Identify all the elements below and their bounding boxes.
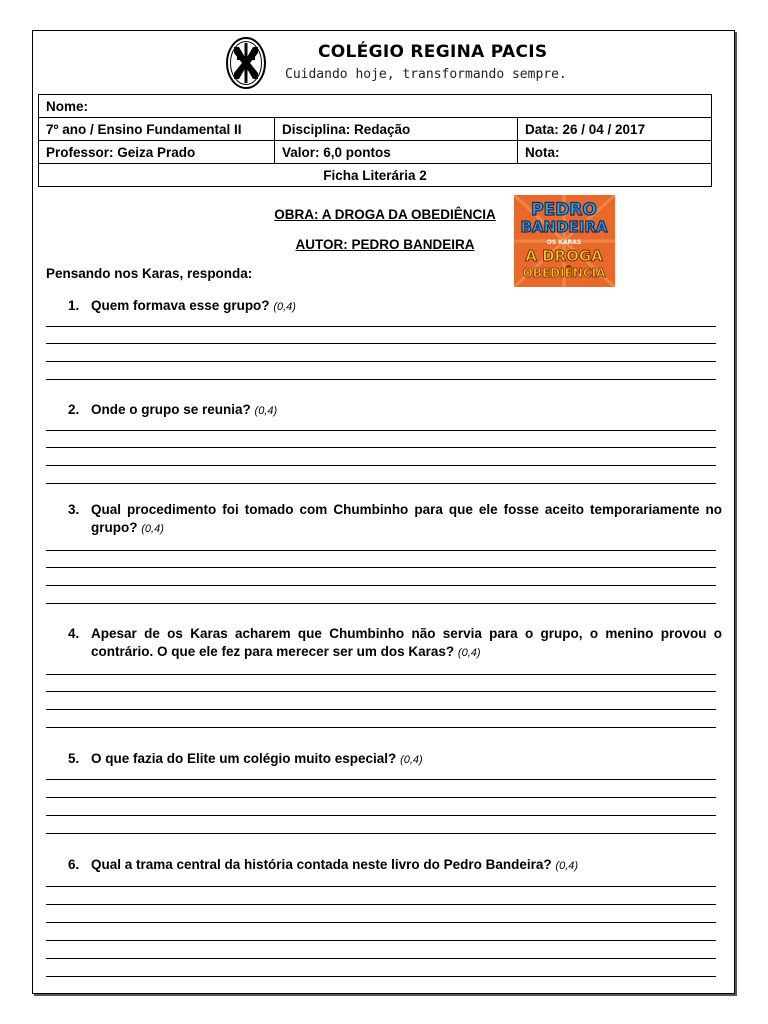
question-1 bbox=[46, 297, 722, 316]
cover-title-line4: OBEDIÊNCIA bbox=[522, 266, 606, 280]
question-text: Quem formava esse grupo? bbox=[91, 298, 270, 313]
grade-cell: 7º ano / Ensino Fundamental II bbox=[39, 118, 275, 141]
answer-line[interactable] bbox=[46, 904, 716, 905]
answer-line[interactable] bbox=[46, 674, 716, 675]
answer-line[interactable] bbox=[46, 833, 716, 834]
question-text: Qual a trama central da história contada neste livro do Pedro Bandeira? bbox=[91, 857, 552, 872]
class-row bbox=[39, 118, 712, 141]
answer-line[interactable] bbox=[46, 430, 716, 431]
question-points: (0,4) bbox=[254, 405, 278, 417]
answer-line[interactable] bbox=[46, 550, 716, 551]
book-cover-art bbox=[514, 195, 615, 287]
teacher-row bbox=[39, 141, 712, 164]
school-name: COLÉGIO REGINA PACIS bbox=[318, 42, 548, 62]
instructions: Pensando nos Karas, responda: bbox=[46, 266, 253, 281]
name-field[interactable]: Nome: bbox=[39, 95, 712, 118]
question-number: 3. bbox=[68, 502, 80, 517]
answer-line[interactable] bbox=[46, 447, 716, 448]
title-row bbox=[39, 164, 712, 187]
answer-line[interactable] bbox=[46, 779, 716, 780]
question-points: (0,4) bbox=[555, 860, 579, 872]
question-points: (0,4) bbox=[457, 647, 481, 659]
sheet-title: Ficha Literária 2 bbox=[39, 164, 712, 187]
answer-line[interactable] bbox=[46, 797, 716, 798]
school-crest-logo bbox=[226, 37, 266, 89]
cover-title-line2: BANDEIRA bbox=[520, 218, 608, 236]
question-text: Qual procedimento foi tomado com Chumbinho para que ele fosse aceito temporariamente no grupo? bbox=[91, 502, 722, 535]
answer-line[interactable] bbox=[46, 603, 716, 604]
question-4 bbox=[46, 625, 722, 662]
cover-title-line1: PEDRO bbox=[531, 200, 597, 220]
work-title: OBRA: A DROGA DA OBEDIÊNCIA bbox=[274, 207, 496, 222]
question-number: 1. bbox=[68, 298, 80, 313]
answer-line[interactable] bbox=[46, 379, 716, 380]
question-number: 2. bbox=[68, 402, 80, 417]
answer-line[interactable] bbox=[46, 886, 716, 887]
question-points: (0,4) bbox=[400, 754, 423, 766]
answer-line[interactable] bbox=[46, 709, 716, 710]
answer-line[interactable] bbox=[46, 361, 716, 362]
answer-line[interactable] bbox=[46, 691, 716, 692]
answer-line[interactable] bbox=[46, 958, 716, 959]
answer-line[interactable] bbox=[46, 727, 716, 728]
question-points: (0,4) bbox=[273, 301, 296, 313]
answer-line[interactable] bbox=[46, 343, 716, 344]
answer-line[interactable] bbox=[46, 585, 716, 586]
answer-line[interactable] bbox=[46, 940, 716, 941]
question-6 bbox=[46, 856, 722, 875]
question-3 bbox=[46, 501, 722, 538]
cover-series: OS KARAS bbox=[546, 239, 582, 246]
cover-title-line3: A DROGA bbox=[525, 247, 603, 265]
name-row bbox=[39, 95, 712, 118]
grade-score-field[interactable]: Nota: bbox=[518, 141, 712, 164]
answer-line[interactable] bbox=[46, 326, 716, 327]
answer-line[interactable] bbox=[46, 922, 716, 923]
question-points: (0,4) bbox=[141, 523, 164, 535]
question-number: 6. bbox=[68, 857, 80, 872]
value-cell: Valor: 6,0 pontos bbox=[275, 141, 518, 164]
student-info-table bbox=[38, 94, 712, 187]
question-text: Onde o grupo se reunia? bbox=[91, 402, 251, 417]
subject-cell: Disciplina: Redação bbox=[275, 118, 518, 141]
answer-line[interactable] bbox=[46, 976, 716, 977]
question-number: 5. bbox=[68, 751, 80, 766]
book-cover-image bbox=[514, 195, 615, 287]
question-2 bbox=[46, 401, 722, 420]
teacher-cell: Professor: Geiza Prado bbox=[39, 141, 275, 164]
question-text: Apesar de os Karas acharem que Chumbinho não servia para o grupo, o menino provou o contrário. O que ele fez para merecer ser um dos Karas? bbox=[91, 626, 722, 659]
answer-line[interactable] bbox=[46, 567, 716, 568]
question-number: 4. bbox=[68, 626, 80, 641]
date-cell: Data: 26 / 04 / 2017 bbox=[518, 118, 712, 141]
school-motto: Cuidando hoje, transformando sempre. bbox=[285, 67, 567, 82]
answer-line[interactable] bbox=[46, 465, 716, 466]
question-5 bbox=[46, 750, 722, 769]
answer-line[interactable] bbox=[46, 483, 716, 484]
answer-line[interactable] bbox=[46, 815, 716, 816]
question-text: O que fazia do Elite um colégio muito especial? bbox=[91, 751, 397, 766]
work-author: AUTOR: PEDRO BANDEIRA bbox=[295, 237, 475, 252]
